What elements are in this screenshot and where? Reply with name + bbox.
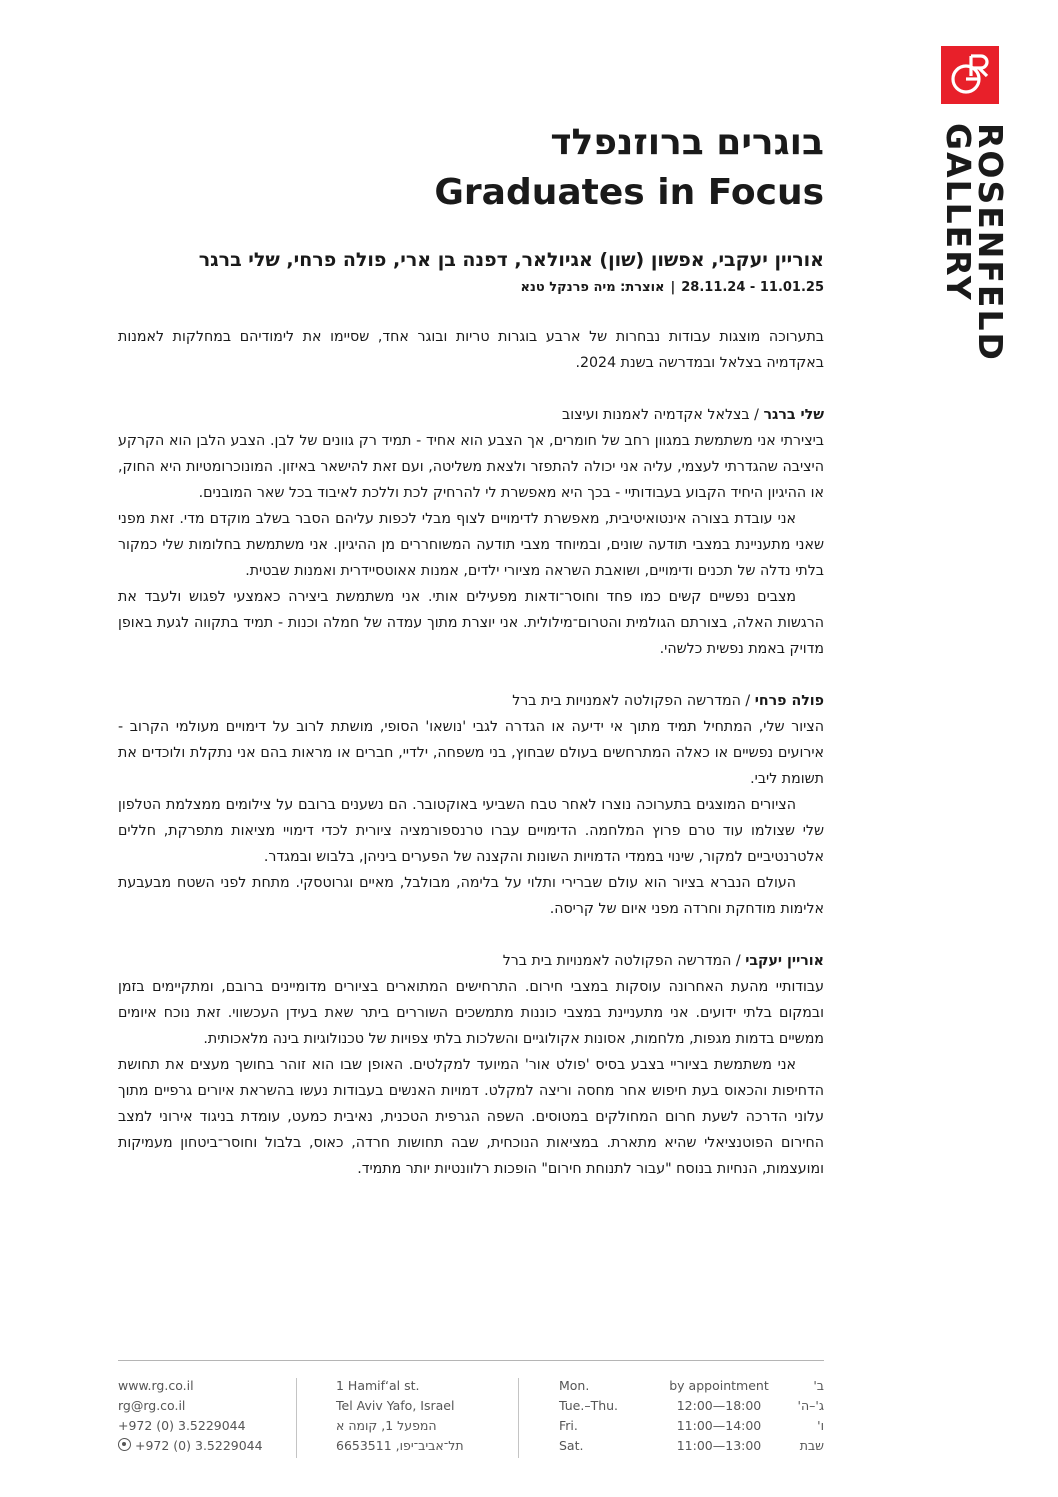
hours-time: 11:00—13:00: [676, 1438, 762, 1453]
artist-paragraph: העולם הנברא בציור הוא עולם שברירי ותלוי על בלימה, מבולבל, מאיים וגרוטסקי. מתחת לפני השטח מבעבעת אלימות מודחקת וחרדה מפני איום של קריסה.: [118, 875, 824, 917]
artist-paragraph: אני משתמשת בציוריי בצבע בסיס 'פולט אור' המיועד למקלטים. האופן שבו הוא זוהר בחושך מעצים את תחושת הדחיפות והכאוס בעת חיפוש אחר מחסה וריצה למקלט. דמויות האנשים בעבודות נעשו בהשראת איורים גרפיים מתוך עלוני הדרכה לשעת חרום המחולקים במטוסים. השפה הגרפית הטכנית, נאיבית כמעט, עומדת בניגוד אירוני למצב החירום הפוטנציאלי שהיא מתארת. במציאות הנוכחית, שבה תחושות חרדה, כאוס, בלבול וחוסר־ביטחון מעמיקות ומועצמות, הנחיות בנוסח "עבור לתנוחת חירום" הופכות רלוונטיות יותר מתמיד.: [118, 1057, 824, 1177]
hours-day-he: ו': [817, 1418, 824, 1433]
artist-paragraph: הציור שלי, המתחיל תמיד מתוך אי ידיעה או הגדרה לגבי 'נושאו' הסופי, מושתת לרוב על דימויים מעולמי הקרוב - אירועים נפשיים או כאלה המתרחשים בעולם שבחוץ, בני משפחה, ילדיי, חברים או מראות בהם אני נתקלת ולוכדים את תשומת ליבי.: [118, 719, 824, 787]
artist-school: המדרשה הפקולטה לאמנויות בית ברל: [502, 953, 732, 969]
artist-paragraph: הציורים המוצגים בתערוכה נוצרו לאחר טבח השביעי באוקטובר. הם נשענים ברובם על צילומים ממצלמת הטלפון שלי שצולמו עוד טרם פרוץ המלחמה. הדימויים עברו טרנספורמציה ציורית לכדי דימויי מציאות מתפרקת, חללים אלטרנטיביים למקור, שינוי בממדי הדמויות השונות והקצנה של הפערים ביניהן, בלבוש ובמגדר.: [118, 797, 824, 865]
title-hebrew: בוגרים ברוזנפלד: [550, 122, 824, 163]
hours-row: [559, 1436, 824, 1456]
hours-day-en: Mon.: [559, 1378, 590, 1393]
exhibition-meta: 28.11.24 - 11.01.25|אוצרת: מיה פרנקל טנא: [520, 280, 824, 295]
exhibition-dates: 28.11.24 - 11.01.25: [681, 280, 824, 295]
hours-time: 11:00—14:00: [676, 1418, 762, 1433]
gallery-name-line1: ROSENFELD: [971, 123, 1010, 362]
footer-opening-hours: [559, 1376, 824, 1456]
address-line: Tel Aviv Yafo, Israel: [336, 1398, 455, 1413]
hours-day-en: Fri.: [559, 1418, 578, 1433]
address-line: 1 Hamif‘al st.: [336, 1378, 420, 1393]
artist-section-yaakobi: [118, 948, 824, 1182]
footer-address: [336, 1376, 464, 1456]
artist-heading: שלי ברגר / בצלאל אקדמיה לאמנות ועיצוב: [562, 407, 824, 423]
artist-name: פולה פרחי: [754, 693, 824, 709]
artist-paragraph: אני עובדת בצורה אינטואיטיבית, מאפשרת לדימויים לצוף מבלי לכפות עליהם הסבר בשלב מוקדם מדי. זאת מפני שאני מתעניינת במצבי תודעה שונים, ובמיוחד מצבי תודעה המשוחררים מן ההיגיון. אני משתמשת בחלומות שלי כמקור בלתי נדלה של תכנים ודימויים, ושואבת השראה מציורי ילדים, אמנות אאוטסיידרית ואמנות שבטית.: [118, 511, 824, 579]
footer-divider: [118, 1360, 824, 1361]
phone-number[interactable]: +972 (0) 3.5229044: [118, 1418, 246, 1433]
artist-paragraph: ביצירתי אני משתמשת במגוון רחב של חומרים, אך הצבע הוא אחיד - תמיד רק גוונים של לבן. הצבע הלבן הוא הקרקע היציבה שהגדרתי לעצמי, עליה אני יכולה להתפזר ולצאת משליטה, ועם זאת להישאר באיזון. המונוכרומטיות היא החוק, או ההיגיון היחיד הקבוע בעבודותיי - בכך היא מאפשרת לי להרחיק לכת וללכת לאיבוד בכל שאר המובנים.: [118, 433, 824, 501]
hours-day-he: ג'–ה': [797, 1398, 824, 1413]
title-english: Graduates in Focus: [434, 172, 824, 213]
hours-day-en: Tue.–Thu.: [559, 1398, 619, 1413]
artist-paragraph: מצבים נפשיים קשים כמו פחד וחוסר־ודאות מפעילים אותי. אני משתמשת ביצירה כאמצעי לפגוש ולעבד את הרגשות האלה, בצורתם הגולמית והטרום־מילולית. אני יוצרת מתוך עמדה של חמלה וכנות - תמיד בתקווה לגעת באופן מדויק באמת נפשית כלשהי.: [118, 589, 824, 657]
artist-section-farhi: [118, 688, 824, 922]
address-line-hebrew: תל־אביב־יפו, 6653511: [336, 1438, 464, 1453]
whatsapp-number: +972 (0) 3.5229044: [135, 1438, 263, 1453]
artist-heading: אוריין יעקבי / המדרשה הפקולטה לאמנויות בית ברל: [502, 953, 824, 969]
artist-name: אוריין יעקבי: [745, 953, 824, 969]
email-link[interactable]: rg@rg.co.il: [118, 1398, 186, 1413]
hours-time: by appointment: [669, 1378, 769, 1393]
website-link[interactable]: www.rg.co.il: [118, 1378, 194, 1393]
hours-day-he: שבת: [799, 1438, 824, 1453]
artist-school: המדרשה הפקולטה לאמנויות בית ברל: [512, 693, 741, 709]
footer-contact: [118, 1376, 263, 1456]
artist-heading: פולה פרחי / המדרשה הפקולטה לאמנויות בית ברל: [512, 693, 824, 709]
hours-day-he: ב': [813, 1378, 824, 1393]
artist-school: בצלאל אקדמיה לאמנות ועיצוב: [562, 407, 750, 423]
artist-paragraph: עבודותיי מהעת האחרונה עוסקות במצבי חירום. התרחישים המתוארים בציורים מדומיינים ברובם, ומתקיימים בזמן ובמקום בלתי ידועים. אני מתעניינת במצבי כוננות מתמשכים השוררים ביתר שאת בעידן העכשווי. זאת נוכח איומים ממשיים בדמות מגפות, מלחמות, אסונות אקולוגיים והשלכות בלתי צפויות של טכנולוגיות בינה מלאכותית.: [118, 979, 824, 1047]
whatsapp-icon: [118, 1438, 131, 1451]
gallery-name-vertical: [939, 123, 1010, 362]
hours-row: [559, 1396, 824, 1416]
hours-time: 12:00—18:00: [676, 1398, 762, 1413]
whatsapp-contact[interactable]: [118, 1436, 263, 1456]
gallery-name-line2: GALLERY: [939, 123, 978, 302]
footer-column-divider: [518, 1378, 519, 1458]
hours-row: [559, 1416, 824, 1436]
address-line-hebrew: המפעל 1, קומה א: [336, 1418, 437, 1433]
intro-paragraph: בתערוכה מוצגות עבודות נבחרות של ארבע בוגרות טריות ובוגר אחד, שסיימו את לימודיהם במחלקות לאמנות באקדמיה בצלאל ובמדרשה בשנת 2024.: [118, 329, 824, 371]
rg-logo-icon: [941, 46, 999, 104]
footer-column-divider: [296, 1378, 297, 1458]
gallery-logo: [941, 46, 999, 104]
artists-list: אוריין יעקבי, אפשון (שון) אגיולאר, דפנה בן ארי, פולה פרחי, שלי ברגר: [198, 249, 824, 271]
curator-credit: אוצרת: מיה פרנקל טנא: [520, 280, 665, 295]
hours-day-en: Sat.: [559, 1438, 584, 1453]
artist-name: שלי ברגר: [763, 407, 824, 423]
press-release: [118, 118, 824, 1182]
hours-row: [559, 1376, 824, 1396]
artist-section-berger: [118, 402, 824, 662]
